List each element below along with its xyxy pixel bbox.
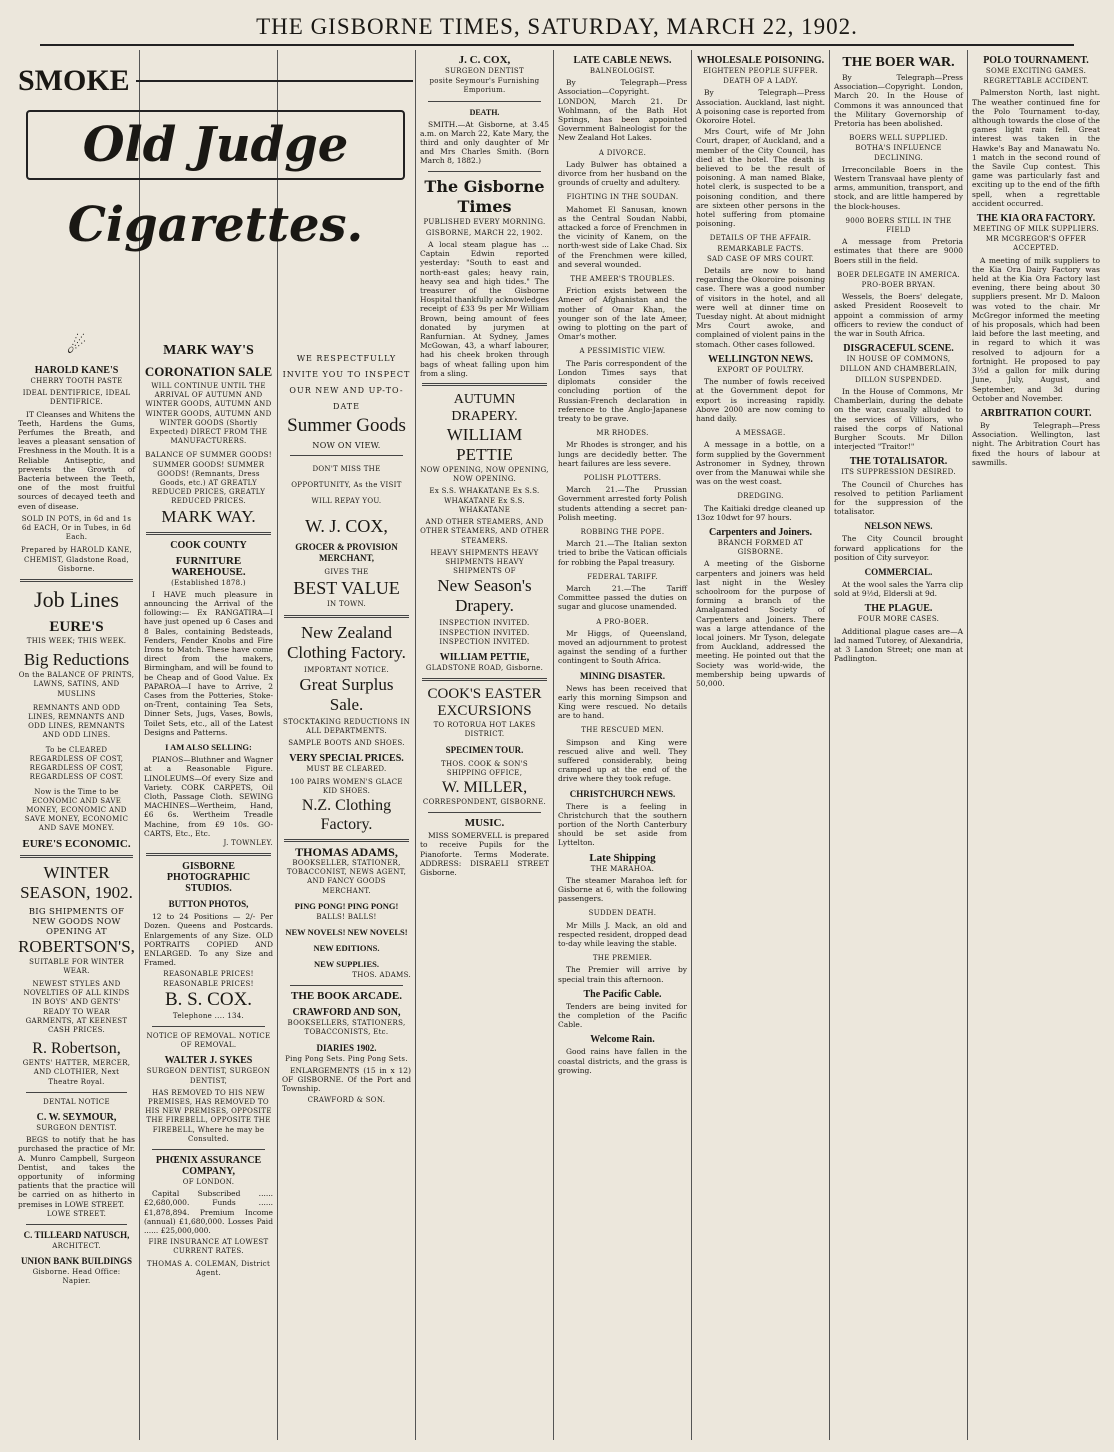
- arbitration-court: ARBITRATION COURT.: [980, 407, 1092, 419]
- mining-disaster: MINING DISASTER.: [579, 670, 666, 681]
- furniture-body: I HAVE much pleasure in announcing the Arrival of the following:— Ex RANGATIRA—I have just opened up 6 Cases and 8 Bales, containing Bedsteads, Fenders, Fender Knobs and Fire Irons to Match. These have come direct from the makers, Birmingham, and will be found to be Cheap and of Good Value. Ex PAPAROA—I have to Arrive, 2 Cases from the Potteries, Stoke-on-Trent, containing Tea Sets, Dinner Sets, Jugs, Vases, Bowls, Toilet Sets, etc., all of the Latest Designs and Patterns.: [144, 589, 273, 737]
- boer-war: THE BOER WAR.: [842, 55, 955, 70]
- william-pettie: WILLIAM PETTIE: [446, 425, 523, 465]
- w-miller: W. MILLER,: [441, 778, 528, 796]
- robertson-sub: GENTS' HATTER, MERCER, AND CLOTHIER, Next Theatre Royal.: [22, 1059, 131, 1086]
- diaries: DIARIES 1902.: [316, 1042, 377, 1053]
- soudan: FIGHTING IN THE SOUDAN.: [566, 193, 679, 202]
- new-novels: NEW NOVELS! NEW NOVELS!: [285, 927, 408, 938]
- cox-sub: SURGEON DENTIST: [444, 67, 524, 75]
- filler: Friction exists between the Ameer of Afghanistan and the mother of Omar Khan, the younger son of the late Ameer, owing to plotting on the part of Omar's mother.: [558, 286, 687, 342]
- offer-accepted: MR MCGREGOR'S OFFER ACCEPTED.: [985, 235, 1087, 253]
- dredging: DREDGING.: [737, 492, 784, 501]
- button-photos: BUTTON PHOTOS,: [168, 899, 249, 910]
- filler: News has been received that early this morning Simpson and King were rescued. No details are to hand.: [558, 683, 687, 721]
- miller-sub: CORRESPONDENT, GISBORNE.: [422, 797, 547, 806]
- smoke-label: SMOKE: [18, 64, 130, 97]
- glace: 100 PAIRS WOMEN'S GLACE KID SHOES.: [290, 777, 403, 795]
- now-opening: NOW OPENING, NOW OPENING, NOW OPENING.: [420, 466, 549, 484]
- smoke-line: [18, 64, 413, 98]
- details: DETAILS OF THE AFFAIR.: [709, 234, 812, 243]
- eure-title: EURE'S: [49, 619, 104, 636]
- filler: The Paris correspondent of the London Times says that diplomats consider the concluding portion of the Russian-French declaration in reference to the Anglo-Japanese treaty to be grave.: [558, 358, 687, 423]
- death-body: SMITH.—At Gisborne, at 3.45 a.m. on March 22, Kate Mary, the third and only daughter of Mr and Mrs Charles Smith. (Born March 8, 1882.): [420, 119, 549, 166]
- robbing-pope: ROBBING THE POPE.: [580, 527, 665, 536]
- filler: By Telegraph—Press Association—Copyright. London, March 20. In the House of Commons it was announced that the Military Governorship of Pretoria has been abolished.: [834, 73, 963, 129]
- crawford-signature: CRAWFORD & SON.: [307, 1096, 386, 1105]
- house-commons: IN HOUSE OF COMMONS,: [846, 355, 951, 364]
- autumn-drapery: AUTUMN DRAPERY.: [451, 392, 518, 425]
- tooth-body: IT Cleanses and Whitens the Teeth, Hardens the Gums, Perfumes the Breath, and leaves a pleasant sensation of Freshness in the Mouth. It is a Reliable Antiseptic, and prevents the Growth of Bacteria between the Teeth, one of the most fruitful sources of decayed teeth and even of disease.: [18, 409, 135, 511]
- separator: [146, 532, 271, 535]
- important-notice: IMPORTANT NOTICE.: [304, 665, 389, 674]
- dillon-chamberlain: DILLON AND CHAMBERLAIN,: [839, 365, 958, 374]
- old-judge-ad: [18, 64, 413, 344]
- eighteen: EIGHTEEN PEOPLE SUFFER.: [703, 67, 818, 75]
- filler: By Telegraph—Press Association. Wellington, last night. The Arbitration Court has fixed the hours of labour at sawmills.: [972, 420, 1100, 467]
- rhodes: MR RHODES.: [596, 429, 649, 438]
- filler: Lady Bulwer has obtained a divorce from her husband on the grounds of cruelty and adultery.: [558, 159, 687, 188]
- in-town: IN TOWN.: [326, 600, 367, 609]
- tooth-sub: CHERRY TOOTH PASTE: [30, 377, 123, 385]
- pro-bryan: PRO-BOER BRYAN.: [861, 281, 936, 290]
- tooth-prep: Prepared by HAROLD KANE, CHEMIST, Gladstone Road, Gisborne.: [20, 546, 133, 573]
- tooth-title: HAROLD KANE'S: [34, 365, 119, 376]
- kia-ora-factory: THE KIA ORA FACTORY.: [976, 213, 1096, 225]
- established: (Established 1878.): [171, 578, 246, 587]
- separator: [428, 171, 541, 172]
- filler: The City Council brought forward applications for the position of City surveyor.: [834, 534, 963, 562]
- cleared: To be CLEARED REGARDLESS OF COST, REGARDLESS OF COST, REGARDLESS OF COST.: [29, 745, 124, 782]
- filler: A message in a bottle, on a form supplied by the Government Astronomer in Sydney, thrown over from the Manuwai while she was on the west coast.: [696, 440, 825, 487]
- separator: [146, 853, 271, 856]
- four-cases: FOUR MORE CASES.: [857, 615, 940, 624]
- filler: Mahomet El Sanusan, known as the Central Soudan Nabbi, attacked a force of Frenchmen in the vicinity of Kanem, on the north-west side of Lake Chad. Six of the Frenchmen were killed, and several wounded.: [558, 204, 687, 269]
- filler: Simpson and King were rescued alive and well. They suffered considerably, being cramped up at the end of the drive where they took refuge.: [558, 737, 687, 784]
- crawford: CRAWFORD AND SON,: [292, 1007, 401, 1019]
- dont-miss: DON'T MISS THE OPPORTUNITY, As the VISIT WILL REPAY YOU.: [291, 465, 402, 506]
- filler: Mr Mills J. Mack, an old and respected resident, dropped dead to-day while leaving the stable.: [558, 920, 687, 949]
- filler: Details are now to hand regarding the Okoroire poisoning case. There was a good number of visitors in the hotel, and all were well at dinner time on Tuesday night. At about midnight Mrs Court awoke, and complained of violent pains in the stomach. Other cases followed.: [696, 266, 825, 349]
- welcome-rain: Welcome Rain.: [590, 1034, 655, 1046]
- pro-boer: A PRO-BOER.: [596, 617, 649, 626]
- coronation-sale: CORONATION SALE: [144, 364, 273, 379]
- rotorua: TO ROTORUA HOT LAKES DISTRICT.: [433, 721, 536, 739]
- paper-date: GISBORNE, MARCH 22, 1902.: [425, 228, 544, 237]
- filler: Additional plague cases are—A lad named Tutorey, of Alexandria, at 3 Landon Street; one man at Padlington.: [834, 626, 963, 664]
- now-on-view: NOW ON VIEW.: [312, 441, 381, 450]
- this-week: THIS WEEK; THIS WEEK.: [26, 637, 127, 646]
- boers-field: 9000 BOERS STILL IN THE FIELD: [845, 216, 952, 235]
- filler: Mrs Court, wife of Mr John Court, draper, of Auckland, and a member of the City Council, has died at the hotel. The death is believed to be the result of poisoning. A man named Blake, hotel clerk, is suspected to be a poisoning condition, and there are sixteen other persons in the hotel suffering from ptomaine poisoning.: [696, 127, 825, 229]
- divorce: A DIVORCE.: [598, 148, 647, 157]
- samples: SAMPLE BOOTS AND SHOES.: [288, 739, 405, 748]
- filler: The steamer Marahoa left for Gisborne at 6, with the following passengers.: [558, 875, 687, 904]
- column-4: [416, 50, 553, 1442]
- boers-supplied: BOERS WELL SUPPLIED.: [849, 134, 948, 143]
- fire-insurance: FIRE INSURANCE AT LOWEST CURRENT RATES.: [148, 1238, 269, 1256]
- gisborne-photographic: GISBORNE PHOTOGRAPHIC STUDIOS.: [166, 861, 251, 895]
- ping-sets: Ping Pong Sets. Ping Pong Sets.: [285, 1054, 408, 1063]
- published: PUBLISHED EVERY MORNING.: [423, 217, 546, 226]
- nz-clothing-2: N.Z. Clothing Factory.: [301, 797, 392, 834]
- separator: [428, 101, 541, 102]
- cigarettes-title: Cigarettes.: [67, 197, 364, 253]
- filler: March 21.—The Prussian Government arrested forty Polish students attending a secret pan-Polish meeting.: [558, 485, 687, 522]
- sykes: WALTER J. SYKES: [164, 1055, 253, 1067]
- suitable: SUITABLE FOR WINTER WEAR.: [29, 957, 124, 975]
- seymour-body: BEGS to notify that he has purchased the practice of Mr. A. Munro Campbell, Surgeon Dentist, and takes the opportunity of informing patients that the practice will be carried on as hitherto in premises in LOWE STREET.: [18, 1135, 135, 1209]
- photo-body: 12 to 24 Positions — 2/- Per Dozen. Queens and Postcards. Enlargements of any Size. OLD PORTRAITS COPIED AND ENLARGED. To any Size and Framed.: [144, 912, 273, 968]
- filler: A meeting of the Gisborne carpenters and joiners was held last night in the Wesley schoolroom for the purpose of forming a branch of the Amalgamated Society of Carpenters and Joiners. There was a large attendance of the local joiners. Mr Tyson, delegate from Auckland, addressed the meeting. He pointed out that the Society was world-wide, the membership being upwards of 50,000.: [696, 559, 825, 688]
- filler: Tenders are being invited for the completion of the Pacific Cable.: [558, 1001, 687, 1030]
- new-editions: NEW EDITIONS.: [313, 943, 380, 954]
- enlargements: ENLARGEMENTS (15 in x 12) OF GISBORNE. Of the Port and Township.: [282, 1065, 411, 1094]
- natusch-sub: ARCHITECT.: [52, 1241, 101, 1250]
- summer-goods: Summer Goods: [287, 415, 406, 436]
- big-red-sub: On the BALANCE OF PRINTS, LAWNS, SATINS, AND MUSLINS: [18, 671, 135, 698]
- big-shipments: BIG SHIPMENTS OF NEW GOODS NOW OPENING AT: [28, 906, 125, 937]
- a-message: A MESSAGE.: [735, 429, 786, 438]
- pacific-cable: The Pacific Cable.: [583, 988, 662, 1000]
- column-2: [140, 338, 277, 1442]
- the-premier: THE PREMIER.: [592, 954, 653, 963]
- old-judge-title: Old Judge: [82, 117, 349, 173]
- botha: BOTHA'S INFLUENCE DECLINING.: [855, 144, 942, 162]
- filler: Good rains have fallen in the coastal districts, and the grass is growing.: [558, 1047, 687, 1075]
- wj-cox: W. J. COX,: [305, 516, 388, 537]
- totalisator: THE TOTALISATOR.: [849, 456, 948, 468]
- robertson-signature: R. Robertson,: [32, 1040, 121, 1058]
- cook-county: COOK COUNTY: [170, 539, 247, 551]
- remnants: REMNANTS AND ODD LINES, REMNANTS AND ODD LINES, REMNANTS AND ODD LINES.: [28, 703, 125, 740]
- new-season-drapery: New Season's Drapery.: [437, 576, 532, 616]
- nz-clothing: New Zealand Clothing Factory.: [287, 622, 406, 662]
- accident: REGRETTABLE ACCIDENT.: [983, 77, 1089, 86]
- disgraceful-scene: DISGRACEFUL SCENE.: [843, 343, 954, 355]
- special-prices: VERY SPECIAL PRICES.: [289, 753, 404, 765]
- column-6: [692, 50, 829, 1442]
- sykes-sub: SURGEON DENTIST, SURGEON DENTIST,: [146, 1067, 271, 1085]
- smoke-rule: [136, 80, 413, 82]
- carpenters: Carpenters and Joiners.: [708, 526, 813, 538]
- job-lines: Job Lines: [34, 587, 119, 613]
- seymour-sub: SURGEON DENTIST.: [36, 1123, 117, 1132]
- milk-suppliers: MEETING OF MILK SUPPLIERS.: [972, 225, 1100, 234]
- grocer: GROCER & PROVISION MERCHANT,: [295, 542, 398, 564]
- respect: WE RESPECTFULLY INVITE YOU TO INSPECT OUR NEW AND UP-TO-DATE: [282, 354, 411, 411]
- jc-cox: J. C. COX,: [458, 54, 511, 66]
- dillon-suspended: DILLON SUSPENDED.: [855, 375, 942, 384]
- branch: BRANCH FORMED AT GISBORNE.: [717, 538, 804, 557]
- separator: [290, 455, 403, 456]
- filler: Irreconcilable Boers in the Western Transvaal have plenty of arms, ammunition, transport, and stock, and are little hampered by the block-houses.: [834, 164, 963, 211]
- markway-body: WILL CONTINUE UNTIL THE ARRIVAL OF AUTUMN AND WINTER GOODS, AUTUMN AND WINTER GOODS, AUTUMN AND WINTER GOODS (Shortly Expected) DIRECT FROM THE MANUFACTURERS.: [145, 382, 272, 446]
- also-selling: I AM ALSO SELLING:: [165, 742, 252, 753]
- specimen-tour: SPECIMEN TOUR.: [445, 744, 524, 755]
- phoenix-body: Capital Subscribed ...... £2,680,000. Funds ...... £1,878,894. Premium Income (annual) £1,680,000. Losses Paid ...... £25,000,000.: [144, 1189, 273, 1235]
- balance: BALANCE OF SUMMER GOODS! SUMMER GOODS! SUMMER GOODS! (Remnants, Dress Goods, etc.) AT GREATLY REDUCED PRICES, GREATLY REDUCED PRICES.: [145, 451, 272, 506]
- natusch: C. TILLEARD NATUSCH,: [23, 1229, 130, 1240]
- news-body: A local steam plague has ... Captain Edwin reported yesterday: "South to east and north-east gales; heavy rain, heavy sea and high tides." The treasurer of the Gisborne Hospital thankfully acknowledges receipt of £33 9s per Mr William Brown, being amount of fees donated by jurymen at Ranfurnian. At Sydney, James McGowan, 43, a wharf labourer, had his cheek broken through bags of wheat falling upon him from a sling.: [420, 240, 549, 378]
- union-sub: Gisborne. Head Office: Napier.: [32, 1268, 121, 1286]
- adams-sub: BOOKSELLER, STATIONER, TOBACCONIST, NEWS AGENT, AND FANCY GOODS MERCHANT.: [286, 859, 407, 895]
- filler: Palmerston North, last night. The weather continued fine for the Polo Tournament to-day, although towards the close of the games light rain fell. Great interest was taken in the Hawke's Bay and Manawatu No. 1 match in the second round of the Savile Cup contest. This game was particularly fast and exciting up to the end of the fifth spell, when a regrettable accident occurred.: [972, 88, 1100, 208]
- filler: A meeting of milk suppliers to the Kia Ora Dairy Factory was held at the Kia Ora Factory last evening, there being about 30 suppliers present. Mr D. Maloon was voted to the chair. Mr McGregor informed the meeting of his proposals, which had been laid before the last meeting, and in regard to which it was resolved to adjourn for a fortnight. He proposed to pay 3½d a gallon for milk during June, July, August, and September, and 3d during October and November.: [972, 255, 1100, 403]
- robertsons: ROBERTSON'S,: [18, 936, 135, 956]
- separator: [20, 579, 133, 582]
- late-shipping: Late Shipping: [589, 851, 656, 864]
- separator: [20, 855, 133, 858]
- coleman: THOMAS A. COLEMAN, District Agent.: [146, 1259, 271, 1277]
- polo-tournament: POLO TOURNAMENT.: [983, 55, 1089, 66]
- filler: Mr Rhodes is stronger, and his lungs are decidedly better. The heart failures are less severe.: [558, 440, 687, 468]
- column-3: [278, 350, 415, 1442]
- cable-body: By Telegraph—Press Association—Copyright. LONDON, March 21. Dr Wohlmann, of the Bath Hot Springs, has been appointed Government Balneologist for the New Zealand Hot Lakes.: [558, 78, 687, 143]
- ships: Ex S.S. WHAKATANE Ex S.S. WHAKATANE Ex S.S. WHAKATANE: [429, 487, 540, 514]
- filler: A message from Pretoria estimates that there are 9000 Boers still in the field.: [834, 237, 963, 265]
- wholesale-poisoning: WHOLESALE POISONING.: [696, 55, 825, 66]
- bs-cox-tel: Telephone .... 134.: [172, 1011, 245, 1020]
- death-lady: DEATH OF A LADY.: [723, 77, 798, 86]
- pessimist: A PESSIMISTIC VIEW.: [579, 347, 666, 356]
- seymour: C. W. SEYMOUR,: [36, 1111, 117, 1123]
- column-1: [14, 330, 139, 1442]
- winter-season: WINTER SEASON, 1902.: [20, 862, 133, 902]
- other-steamers: AND OTHER STEAMERS, AND OTHER STEAMERS, AND OTHER STEAMERS.: [420, 518, 549, 545]
- column-7: [830, 50, 967, 1442]
- old-judge-box: [26, 110, 405, 180]
- the-plague: THE PLAGUE.: [864, 603, 933, 615]
- paper-title: The Gisborne Times: [424, 176, 545, 216]
- gladstone-road: GLADSTONE ROAD, Gisborne.: [425, 663, 544, 672]
- ameer: THE AMEER'S TROUBLES.: [570, 275, 675, 284]
- lowe-street: LOWE STREET.: [46, 1209, 107, 1218]
- marahoa: THE MARAHOA.: [590, 864, 655, 873]
- union-bank: UNION BANK BUILDINGS: [20, 1256, 133, 1267]
- filler: March 21.—The Tariff Committee passed the duties on sugar and glucose unamended.: [558, 583, 687, 612]
- balls: BALLS! BALLS!: [316, 912, 377, 921]
- phoenix-sub: OF LONDON.: [182, 1177, 235, 1186]
- separator: [152, 1026, 265, 1027]
- remarkable: REMARKABLE FACTS.: [717, 244, 804, 253]
- sad-case: SAD CASE OF MRS COURT.: [706, 254, 815, 263]
- cook-shipping: THOS. COOK & SON'S SHIPPING OFFICE,: [440, 759, 529, 777]
- separator: [422, 383, 547, 386]
- wellington-news: WELLINGTON NEWS.: [708, 353, 813, 365]
- ping-pong: PING PONG! PING PONG!: [294, 900, 399, 911]
- heavy-shipments: HEAVY SHIPMENTS HEAVY SHIPMENTS HEAVY SHIPMENTS OF: [430, 548, 539, 576]
- rescued-men: THE RESCUED MEN.: [581, 726, 664, 735]
- poison-body: By Telegraph—Press Association. Auckland, last night. A poisoning case is reported from Okoroire Hotel.: [696, 88, 825, 126]
- filler: In the House of Commons, Mr Chamberlain, during the debate on the war, casually alluded to the services of Villiors, who raised the corps of National Burgher Scouts. Mr Dillon interjected "Traitor!": [834, 386, 963, 452]
- nelson-news: NELSON NEWS.: [864, 521, 933, 532]
- pianos: PIANOS—Bluthner and Wagner at a Reasonable Figure. LINOLEUMS—Of every Size and Variety. CORK CARPETS, Oil Cloth, Passage Cloth. SEWING MACHINES—Wertheim, Hand, £6 6s. Wertheim Treadle Machine, from £9 10s. GO-CARTS, Etc., Etc.: [144, 755, 273, 838]
- tooth-desc: IDEAL DENTIFRICE, IDEAL DENTIFRICE.: [22, 389, 131, 407]
- masthead: THE GISBORNE TIMES, SATURDAY, MARCH 22, 1902.: [40, 14, 1074, 46]
- column-8: [968, 50, 1104, 1442]
- balneologist: BALNEOLOGIST.: [589, 67, 656, 75]
- separator: [422, 678, 547, 681]
- cox-body: posite Seymour's Furnishing Emporium.: [429, 77, 540, 95]
- tooth-price: SOLD IN POTS, in 6d and 1s 6d EACH, Or in Tubes, in 6d Each.: [21, 514, 132, 542]
- polish: POLISH PLOTTERS.: [583, 473, 662, 482]
- phoenix: PHŒNIX ASSURANCE COMPANY,: [155, 1154, 262, 1177]
- sykes-body: HAS REMOVED TO HIS NEW PREMISES, HAS REMOVED TO HIS NEW PREMISES, OPPOSITE THE FIREBELL, OPPOSITE THE FIREBELL, Where he may be Consulted.: [145, 1088, 272, 1143]
- eure-economic: EURE'S ECONOMIC.: [22, 837, 131, 850]
- best-value: BEST VALUE: [293, 578, 400, 599]
- late-cable: LATE CABLE NEWS.: [573, 55, 672, 66]
- filler: The Premier will arrive by special train this afternoon.: [558, 965, 687, 984]
- filler: Wessels, the Boers' delegate, asked President Roosevelt to appoint a commission of army officers to review the conduct of the war in South Africa.: [834, 292, 963, 339]
- thomas-adams: THOMAS ADAMS,: [295, 845, 398, 860]
- separator: [428, 812, 541, 813]
- cooks-excursions: COOK'S EASTER EXCURSIONS: [427, 686, 542, 720]
- must-clear: MUST BE CLEARED.: [306, 765, 387, 774]
- filler: There is a feeling in Christchurch that the southern portion of the North Canterbury should be set aside from Lyttelton.: [558, 801, 687, 848]
- inspection-invited: INSPECTION INVITED. INSPECTION INVITED. INSPECTION INVITED.: [439, 619, 530, 646]
- buy-now: Now is the Time to be ECONOMIC AND SAVE MONEY, ECONOMIC AND SAVE MONEY, ECONOMIC AND SAVE MONEY.: [24, 787, 129, 833]
- separator: [26, 1092, 127, 1093]
- separator: [284, 615, 409, 618]
- filler: Mr Higgs, of Queensland, moved an adjournment to protest against the sending of a further contingent to South Africa.: [558, 628, 687, 666]
- christchurch-news: CHRISTCHURCH NEWS.: [569, 788, 676, 799]
- furniture: FURNITURE WAREHOUSE.: [171, 554, 246, 578]
- music-body: MISS SOMERVELL is prepared to receive Pupils for the Pianoforte. Terms Moderate. ADDRESS: DISRAELI STREET Gisborne.: [420, 831, 549, 877]
- filler: The number of fowls received at the Government depot for export is increasing rapidly. Above 2000 are now coming to hand daily.: [696, 377, 825, 423]
- separator: [290, 985, 403, 986]
- new-supplies: NEW SUPPLIES.: [313, 959, 380, 970]
- william-pettie-2: WILLIAM PETTIE,: [439, 651, 530, 663]
- commercial: COMMERCIAL.: [864, 566, 933, 577]
- big-reductions: Big Reductions: [23, 650, 130, 670]
- filler: The Kaitiaki dredge cleaned up 13oz 10dwt for 97 hours.: [696, 503, 825, 522]
- markway-signature: MARK WAY.: [161, 506, 256, 526]
- adams-signature: THOS. ADAMS.: [352, 971, 411, 980]
- music: MUSIC.: [464, 817, 505, 830]
- filler: At the wool sales the Yarra clip sold at 9½d, Eldersli at 9d.: [834, 579, 963, 599]
- notice-removal: NOTICE OF REMOVAL. NOTICE OF REMOVAL.: [146, 1031, 271, 1050]
- separator: [152, 1149, 265, 1150]
- exciting-games: SOME EXCITING GAMES.: [985, 67, 1087, 75]
- column-5: [554, 50, 691, 1442]
- bs-cox: B. S. COX.: [164, 988, 253, 1010]
- townley: J. TOWNLEY.: [223, 838, 273, 847]
- export-poultry: EXPORT OF POULTRY.: [717, 365, 804, 374]
- dental-notice: DENTAL NOTICE: [43, 1097, 110, 1106]
- markway-title: MARK WAY'S: [163, 343, 254, 358]
- gives: GIVES THE: [324, 568, 369, 577]
- suppression: ITS SUPPRESSION DESIRED.: [841, 468, 956, 477]
- crawford-sub: BOOKSELLERS, STATIONERS, TOBACCONISTS, Etc.: [287, 1019, 406, 1037]
- book-arcade: THE BOOK ARCADE.: [291, 990, 402, 1003]
- reasonable: REASONABLE PRICES! REASONABLE PRICES!: [163, 970, 254, 988]
- boer-delegate: BOER DELEGATE IN AMERICA.: [837, 270, 960, 279]
- stocktaking: STOCKTAKING REDUCTIONS IN ALL DEPARTMENTS.: [282, 717, 411, 736]
- surplus-sale: Great Surplus Sale.: [299, 674, 394, 714]
- death-heading: DEATH.: [469, 107, 500, 117]
- newest: NEWEST STYLES AND NOVELTIES OF ALL KINDS IN BOYS' AND GENTS' READY TO WEAR GARMENTS, AT KEENEST CASH PRICES.: [23, 979, 130, 1034]
- filler: March 21.—The Italian sexton tried to bribe the Vatican officials for robbing the Papal treasury.: [558, 539, 687, 567]
- separator: [284, 839, 409, 842]
- federal-tariff: FEDERAL TARIFF.: [587, 572, 658, 581]
- sudden-death: SUDDEN DEATH.: [588, 909, 657, 918]
- separator: [26, 1224, 127, 1225]
- tooth-emblem: ☄: [66, 334, 87, 359]
- filler: The Council of Churches has resolved to petition Parliament for the suppression of the totalisator.: [834, 479, 963, 517]
